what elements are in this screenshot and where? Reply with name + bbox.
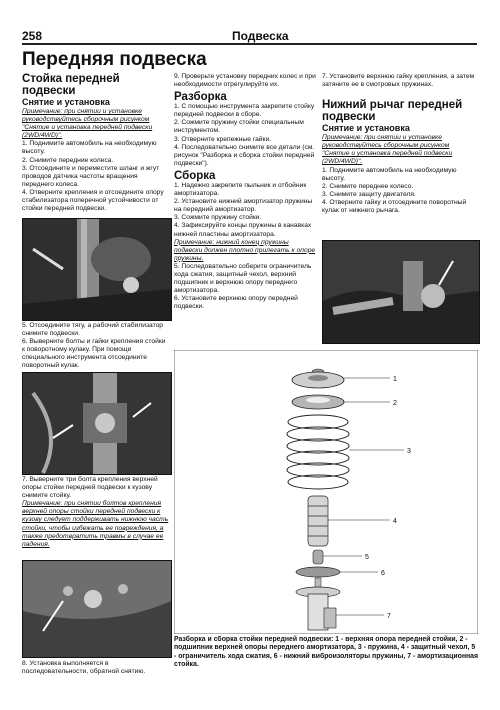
note-2: Примечание: при снятии болтов крепления верхней опоры стойки передней подвески к кузову следует поддерживать нижнюю часть стойки, чтобы избежать ее повреждения, а также предотвратить травмы в случае ее падения.	[22, 500, 169, 548]
column-1	[22, 73, 170, 213]
section-heading: Стойка передней подвески	[22, 73, 120, 97]
section-subheading: Снятие и установка	[22, 97, 110, 107]
column-1-c	[22, 476, 170, 549]
arm-step-1: 1. Поднимите автомобиль на необходимую высоту.	[322, 166, 457, 182]
asm-step-1: 1. Надежно закрепите пыльник и отбойник амортизатора.	[174, 181, 307, 198]
section-title: Подвеска	[232, 29, 289, 43]
asm-step-4: 4. Зафиксируйте концы пружины в канавках нижней пластины амортизатора.	[174, 222, 312, 238]
dust-boot	[308, 496, 328, 546]
arm-step-4: 4. Отверните гайку и отсоедините поворотный кулак от нижнего рычага.	[322, 198, 467, 215]
step-3: 3. Отсоедините и переместите шланг и жгут проводов датчика частоты вращения переднего колеса.	[22, 164, 160, 188]
photo-upper-mount	[22, 560, 172, 658]
step-1: 1. Поднимите автомобиль на необходимую высоту.	[22, 140, 157, 156]
strut-exploded-diagram	[174, 350, 478, 634]
diagram-label-7: 7	[387, 613, 391, 620]
photo-stabilizer-link	[22, 218, 172, 321]
column-1-d	[22, 660, 170, 676]
diagram-label-5: 5	[365, 554, 369, 561]
page-number: 258	[22, 29, 43, 43]
main-title: Передняя подвеска	[22, 49, 207, 70]
step-7: 7. Выверните три болта крепления верхней опоры стойки передней подвески к кузову снимите стойку.	[22, 476, 158, 500]
diagram-label-3: 3	[407, 448, 411, 455]
dis-step-4: 4. Последовательно снимите все детали (см. рисунок "Разборка и сборка стойки передней подвески").	[174, 143, 315, 167]
note-text: Примечание: при снятии и установке руководствуйтесь сборочным рисунком "Снятие и установка передней подвески (2WD/4WD)".	[22, 108, 153, 140]
asm-step-6: 6. Установите верхнюю опору передней подвески.	[174, 295, 298, 311]
diagram-label-1: 1	[393, 376, 397, 383]
photo-lower-arm	[322, 240, 480, 344]
step-8: 8. Установка выполняется в последовательности, обратной снятию.	[22, 660, 146, 676]
diagram-label-4: 4	[393, 518, 397, 525]
step-2: 2. Снимите передние колеса.	[22, 156, 114, 164]
dis-step-2: 2. Сожмите пружину стойки специальным инструментом.	[174, 119, 304, 135]
dis-step-1: 1. С помощью инструмента закрепите стойку передней подвески в сборе.	[174, 103, 315, 119]
step-5: 5. Отсоедините тягу, а рабочий стабилизатор снимите подвески.	[22, 322, 164, 338]
step-6: 6. Выверните болты и гайки крепления стойки к поворотному кулаку. При помощи специального инструмента отсоедините поворотный кулак.	[22, 338, 166, 370]
asm-step-3: 3. Сожмите пружину стойки.	[174, 214, 262, 222]
step-9: 9. Проверьте установку передних колес и при необходимости отрегулируйте их.	[174, 73, 316, 89]
step-4: 4. Отверните крепления и отсоедините опору стабилизатора поперечной устойчивости от стойки передней подвески.	[22, 188, 164, 213]
asm-step-5: 5. Последовательно соберите ограничитель хода сжатия, защитный чехол, верхний подшипник и верхнюю опору переднего амортизатора.	[174, 262, 312, 295]
dis-step-3: 3. Отверните крепежные гайки.	[174, 135, 272, 143]
diagram-label-2: 2	[393, 400, 397, 407]
arm-step-2: 2. Снимите переднее колесо.	[322, 182, 414, 190]
column-1-b	[22, 322, 170, 371]
page-header	[22, 29, 477, 45]
step-7-install: 7. Установите верхнюю гайку крепления, а затем затяните ее в смотровых пружинах.	[322, 73, 475, 89]
upper-bearing	[292, 395, 344, 409]
photo-knuckle	[22, 372, 172, 475]
asm-note: Примечание: нижний конец пружины подвески должен плотно прилегать к опоре пружины.	[174, 238, 316, 262]
arm-step-3: 3. Снимите защиту двигателя.	[322, 190, 416, 198]
bump-stop	[313, 550, 323, 564]
assembly-heading: Сборка	[174, 169, 216, 182]
lower-isolator	[296, 567, 340, 577]
section-subheading-arm: Снятие и установка	[322, 123, 410, 134]
diagram-label-6: 6	[381, 570, 385, 577]
note-arm: Примечание: при снятии и установке руководствуйтесь сборочным рисунком "Снятие и установка передней подвески (2WD/4WD)".	[322, 134, 453, 166]
column-3	[322, 73, 478, 215]
column-2	[174, 73, 318, 311]
diagram-caption: Разборка и сборка стойки передней подвески: 1 - верхняя опора передней стойки, 2 - подшипник верхней опоры переднего амортизатора, 3 - пружина, 4 - защитный чехол, 5 - ограничитель хода сжатия, 6 - нижний виброизоляторы пружины, 7 - амортизационная стойка.	[174, 636, 479, 669]
asm-step-2: 2. Установите нижний амортизатор пружины на передний амортизатор.	[174, 198, 313, 214]
section-heading-arm: Нижний рычаг передней подвески	[322, 99, 463, 124]
disassembly-heading: Разборка	[174, 91, 227, 104]
